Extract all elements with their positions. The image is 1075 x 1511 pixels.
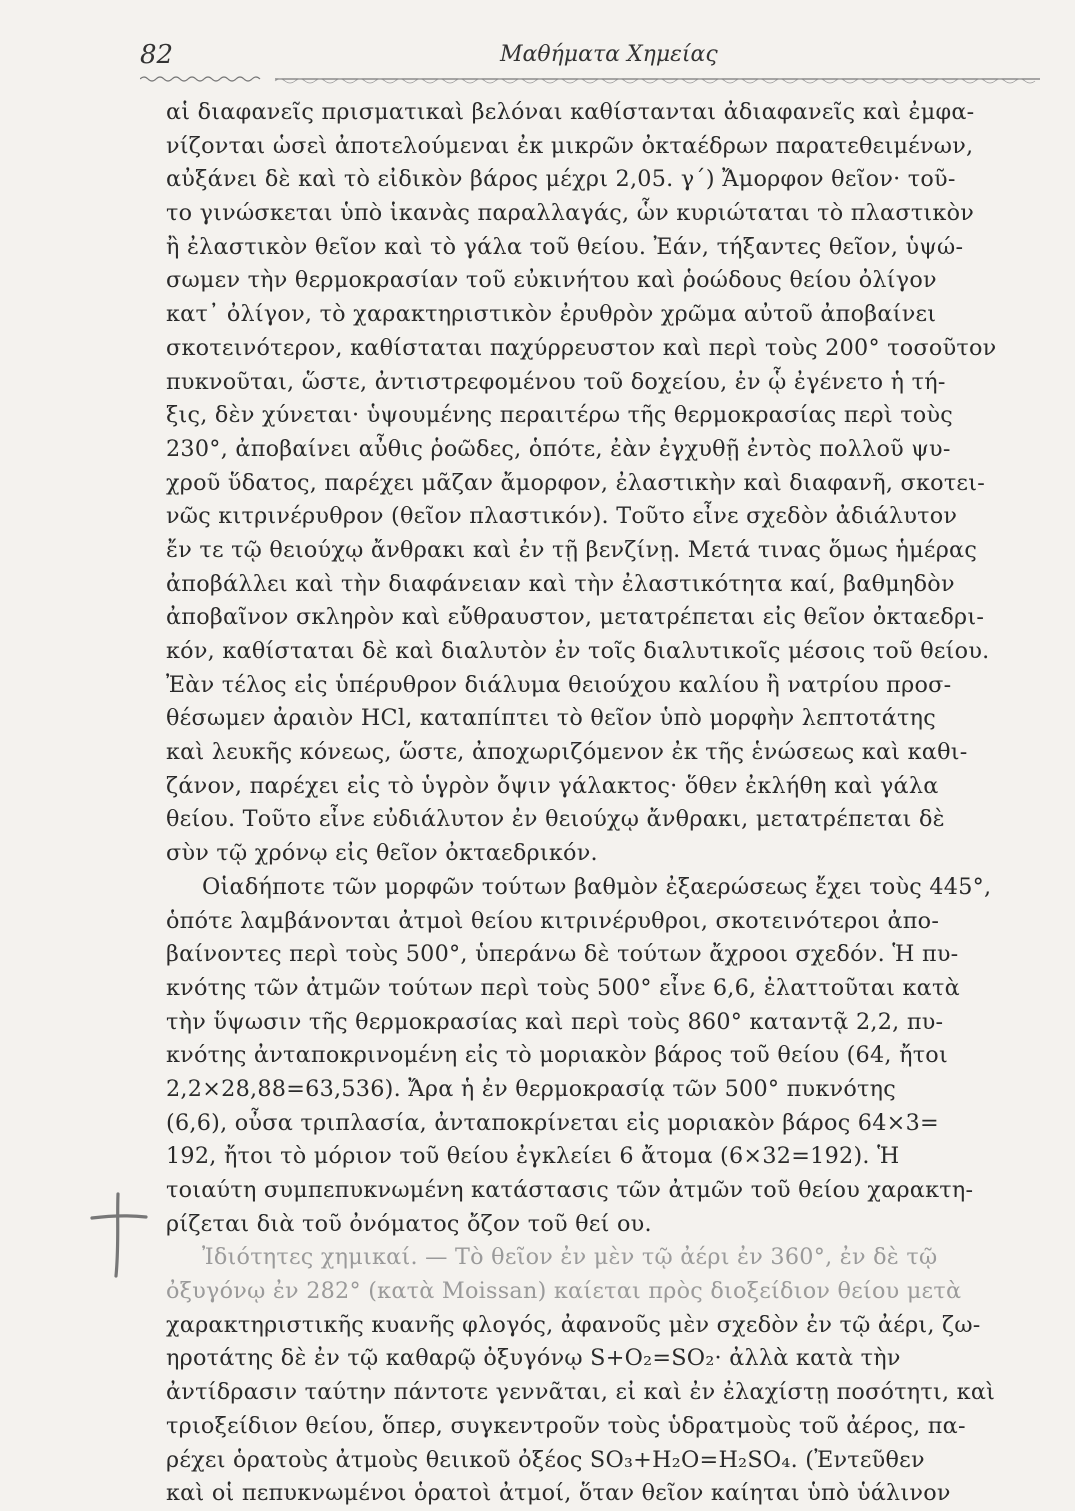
text-line: τριοξείδιον θείου, ὅπερ, συγκεντροῦν τοὺς ὑδρατμοὺς τοῦ ἀέρος, πα- xyxy=(166,1412,966,1439)
text-line: σὺν τῷ χρόνῳ εἰς θεῖον ὀκταεδρικόν. xyxy=(166,840,598,867)
text-line: χαρακτηριστικῆς κυανῆς φλογός, ἀφανοῦς μὲν σχεδὸν ἐν τῷ ἀέρι, ζω- xyxy=(166,1311,981,1338)
header-wavy-rule xyxy=(140,74,1040,84)
text-line: χροῦ ὕδατος, παρέχει μᾶζαν ἄμορφον, ἐλαστικὴν καὶ διαφανῆ, σκοτει- xyxy=(166,469,986,496)
text-line: αὐξάνει δὲ καὶ τὸ εἰδικὸν βάρος μέχρι 2,05. γ΄) Ἄμορφον θεῖον· τοῦ- xyxy=(166,166,956,193)
text-line: 192, ἤτοι τὸ μόριον τοῦ θείου ἐγκλείει 6 ἄτομα (6×32=192). Ἡ xyxy=(166,1143,900,1170)
text-line: ἀντίδρασιν ταύτην πάντοτε γεννᾶται, εἰ καὶ ἐν ἐλαχίστῃ ποσότητι, καὶ xyxy=(166,1379,996,1406)
text-line: ρίζεται διὰ τοῦ ὀνόματος ὄζον τοῦ θεί ου. xyxy=(166,1210,652,1237)
body-text xyxy=(166,96,1046,1511)
text-line: Ἰδιότητες χημικαί. — Τὸ θεῖον ἐν μὲν τῷ ἀέρι ἐν 360°, ἐν δὲ τῷ xyxy=(202,1244,938,1271)
margin-cross-mark xyxy=(88,1190,148,1280)
text-line: ἔν τε τῷ θειούχῳ ἄνθρακι καὶ ἐν τῇ βενζίνῃ. Μετά τινας ὅμως ἡμέρας xyxy=(166,536,978,563)
text-line: Οἱαδήποτε τῶν μορφῶν τούτων βαθμὸν ἐξαερώσεως ἔχει τοὺς 445°, xyxy=(202,873,992,900)
text-line: θείου. Τοῦτο εἶνε εὐδιάλυτον ἐν θειούχῳ ἄνθρακι, μετατρέπεται δὲ xyxy=(166,806,945,833)
text-line: ηροτάτης δὲ ἐν τῷ καθαρῷ ὀξυγόνῳ S+O₂=SO₂· ἀλλὰ κατὰ τὴν xyxy=(166,1345,901,1372)
text-line: τοιαύτη συμπεπυκνωμένη κατάστασις τῶν ἀτμῶν τοῦ θείου χαρακτη- xyxy=(166,1177,974,1203)
text-line: ζάνον, παρέχει εἰς τὸ ὑγρὸν ὄψιν γάλακτος· ὅθεν ἐκλήθη καὶ γάλα xyxy=(166,772,939,799)
text-line: νίζονται ὡσεὶ ἀποτελούμεναι ἐκ μικρῶν ὀκταέδρων παρατεθειμένων, xyxy=(166,132,974,159)
text-line: θέσωμεν ἀραιὸν HCl, καταπίπτει τὸ θεῖον ὑπὸ μορφὴν λεπτοτάτης xyxy=(166,705,936,732)
text-line: ὁπότε λαμβάνονται ἀτμοὶ θείου κιτρινέρυθροι, σκοτεινότεροι ἀπο- xyxy=(166,907,940,934)
text-line: βαίνοντες περὶ τοὺς 500°, ὑπεράνω δὲ τούτων ἄχροοι σχεδόν. Ἡ πυ- xyxy=(166,941,959,968)
text-line: σκοτεινότερον, καθίσταται παχύρρευστον καὶ περὶ τοὺς 200° τοσοῦτον xyxy=(166,334,997,361)
text-line: κατ᾿ ὀλίγον, τὸ χαρακτηριστικὸν ἐρυθρὸν χρῶμα αὐτοῦ ἀποβαίνει xyxy=(166,301,937,328)
text-line: καὶ λευκῆς κόνεως, ὥστε, ἀποχωριζόμενον ἐκ τῆς ἑνώσεως καὶ καθι- xyxy=(166,739,968,766)
text-line: νῶς κιτρινέρυθρον (θεῖον πλαστικόν). Τοῦτο εἶνε σχεδὸν ἀδιάλυτον xyxy=(166,503,958,530)
text-line: Ἐὰν τέλος εἰς ὑπέρυθρον διάλυμα θειούχου καλίου ἢ νατρίου προσ- xyxy=(166,671,952,698)
text-line: σωμεν τὴν θερμοκρασίαν τοῦ εὐκινήτου καὶ ῥοώδους θείου ὀλίγον xyxy=(166,267,937,294)
text-line: ἀποβαῖνον σκληρὸν καὶ εὔθραυστον, μετατρέπεται εἰς θεῖον ὀκταεδρι- xyxy=(166,604,985,631)
running-title: Μαθήματα Χημείας xyxy=(500,42,718,67)
text-line: καὶ οἱ πεπυκνωμένοι ὁρατοὶ ἀτμοί, ὅταν θεῖον καίηται ὑπὸ ὑάλινον xyxy=(166,1480,951,1507)
page-number: 82 xyxy=(140,40,174,70)
text-line: πυκνοῦται, ὥστε, ἀντιστρεφομένου τοῦ δοχείου, ἐν ᾧ ἐγένετο ἡ τή- xyxy=(166,368,946,395)
text-line: ὀξυγόνῳ ἐν 282° (κατὰ Moissan) καίεται πρὸς διοξείδιον θείου μετὰ xyxy=(166,1278,962,1305)
text-line: κόν, καθίσταται δὲ καὶ διαλυτὸν ἐν τοῖς διαλυτικοῖς μέσοις τοῦ θείου. xyxy=(166,638,990,664)
text-line: τὴν ὕψωσιν τῆς θερμοκρασίας καὶ περὶ τοὺς 860° καταντᾷ 2,2, πυ- xyxy=(166,1008,944,1035)
text-line: κνότης ἀνταποκρινομένη εἰς τὸ μοριακὸν βάρος τοῦ θείου (64, ἤτοι xyxy=(166,1042,948,1069)
text-line: ξις, δὲν χύνεται· ὑψουμένης περαιτέρω τῆς θερμοκρασίας περὶ τοὺς xyxy=(166,402,954,429)
text-line: (6,6), οὖσα τριπλασία, ἀνταποκρίνεται εἰς μοριακὸν βάρος 64×3= xyxy=(166,1109,939,1136)
text-line: το γινώσκεται ὑπὸ ἱκανὰς παραλλαγάς, ὧν κυριώταται τὸ πλαστικὸν xyxy=(166,200,975,227)
text-line: 2,2×28,88=63,536). Ἄρα ἡ ἐν θερμοκρασίᾳ τῶν 500° πυκνότης xyxy=(166,1075,896,1102)
text-line: κνότης τῶν ἀτμῶν τούτων περὶ τοὺς 500° εἶνε 6,6, ἐλαττοῦται κατὰ xyxy=(166,974,960,1001)
text-line: ρέχει ὁρατοὺς ἀτμοὺς θειικοῦ ὀξέος SO₃+H₂O=H₂SO₄. (Ἐντεῦθεν xyxy=(166,1446,925,1473)
text-line: αἱ διαφανεῖς πρισματικαὶ βελόναι καθίστανται ἀδιαφανεῖς καὶ ἐμφα- xyxy=(166,99,975,125)
text-line: ἢ ἐλαστικὸν θεῖον καὶ τὸ γάλα τοῦ θείου. Ἐάν, τήξαντες θεῖον, ὑψώ- xyxy=(166,233,964,260)
text-line: 230°, ἀποβαίνει αὖθις ῥοῶδες, ὁπότε, ἐὰν ἐγχυθῇ ἐντὸς πολλοῦ ψυ- xyxy=(166,435,951,462)
text-line: ἀποβάλλει καὶ τὴν διαφάνειαν καὶ τὴν ἐλαστικότητα καί, βαθμηδὸν xyxy=(166,570,955,597)
